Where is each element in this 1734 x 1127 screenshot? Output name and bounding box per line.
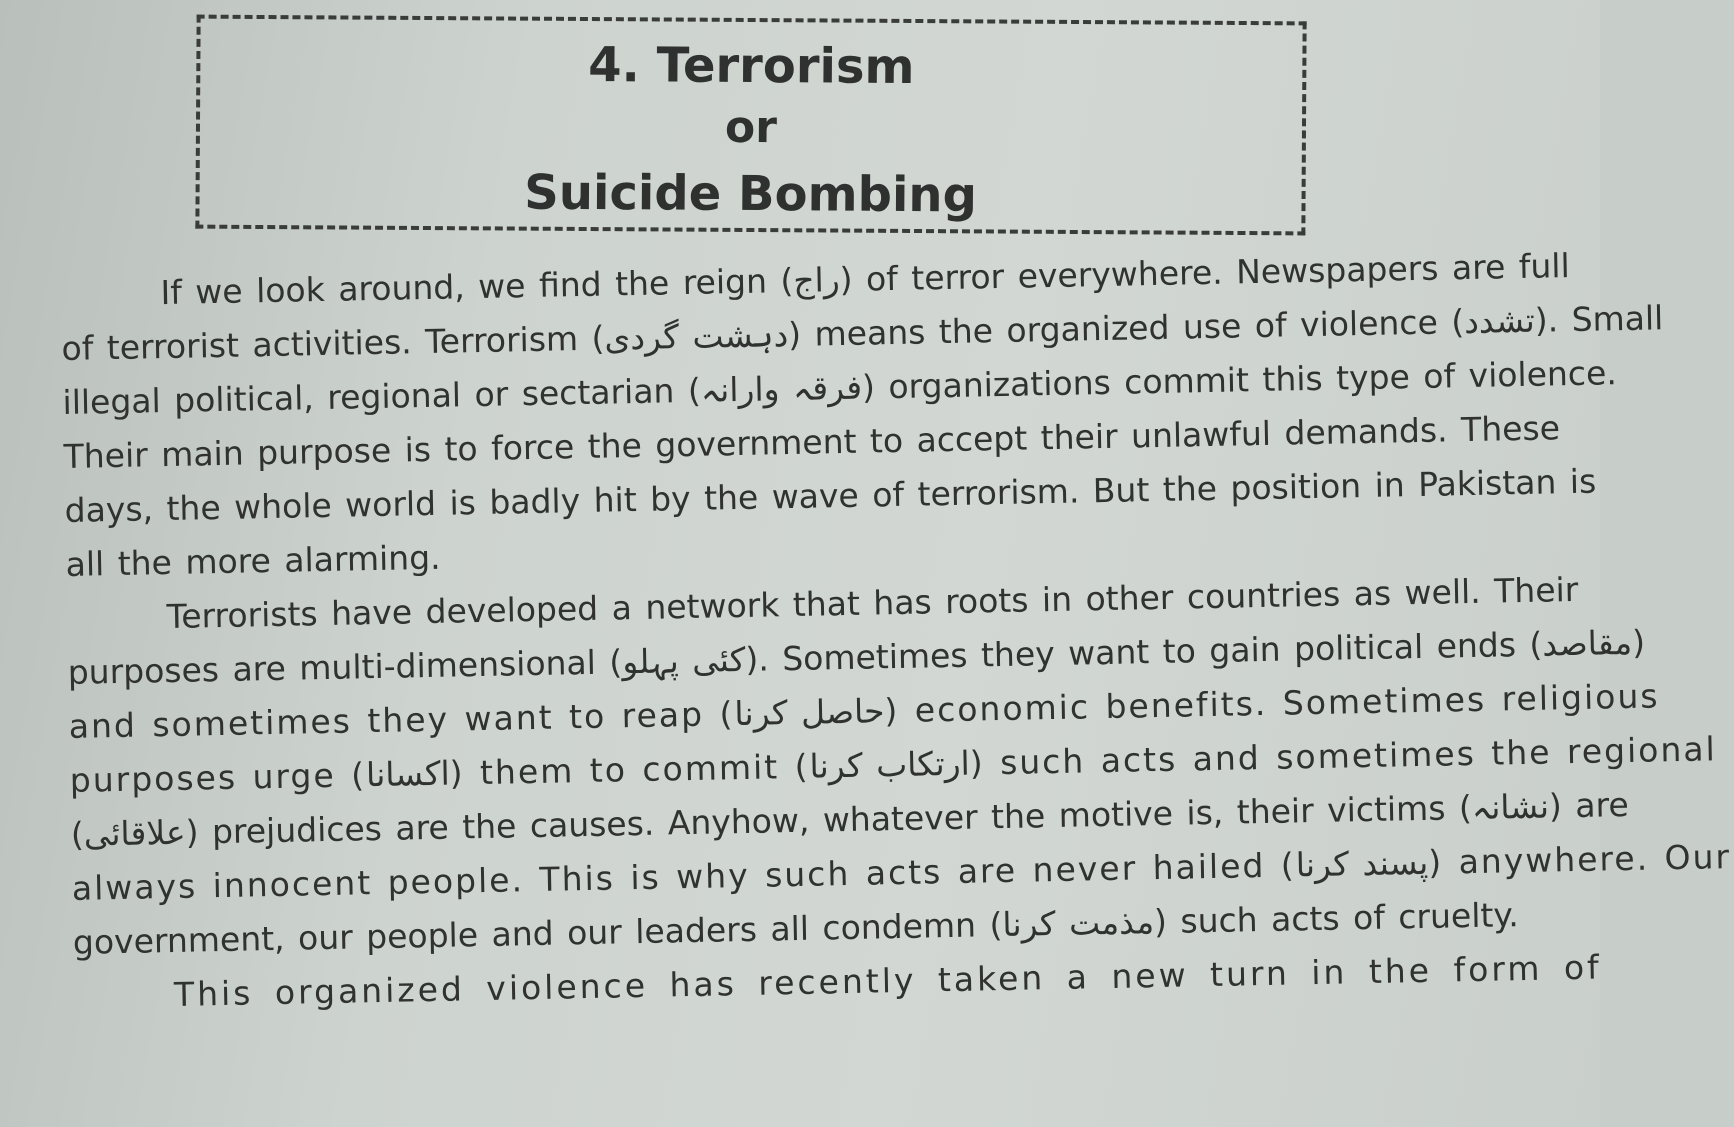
essay-body <box>60 240 1732 1024</box>
text-line: government, our people and our leaders all condemn (مذمت کرنا) such acts of cruelty. <box>72 895 1520 962</box>
text-line: (علاقائی) prejudices are the causes. Anyhow, whatever the motive is, their victims (نشانہ) are <box>70 784 1630 854</box>
text-line: If we look around, we find the reign (راج) of terror everywhere. Newspapers are full <box>160 246 1571 313</box>
text-line: purposes urge (اکسانا) them to commit (ارتکاب کرنا) such acts and sometimes the regional <box>69 729 1718 800</box>
text-line: of terrorist activities. Terrorism (دہشت گردی) means the organized use of violence (تشدد). Small <box>61 298 1664 368</box>
text-line: all the more alarming. <box>65 537 441 584</box>
text-line: always innocent people. This is why such acts are never hailed (پسند کرنا) anywhere. Our <box>71 837 1732 908</box>
text-line: days, the whole world is badly hit by the wave of terrorism. But the position in Pakistan is <box>64 461 1597 530</box>
text-line: Terrorists have developed a network that has roots in other countries as well. Their <box>166 569 1579 637</box>
text-line: This organized violence has recently taken a new turn in the form of <box>173 947 1603 1014</box>
chapter-subtitle: Suicide Bombing <box>524 164 978 224</box>
text-line: and sometimes they want to reap (حاصل کرنا) economic benefits. Sometimes religious <box>68 676 1660 746</box>
title-connector: or <box>724 101 778 154</box>
title-box <box>195 15 1306 236</box>
chapter-title: 4. Terrorism <box>588 37 915 95</box>
text-line: purposes are multi-dimensional (کئی پہلو). Sometimes they want to gain political ends (مقاصد) <box>67 622 1646 692</box>
text-line: Their main purpose is to force the government to accept their unlawful demands. These <box>63 408 1561 476</box>
text-line: illegal political, regional or sectarian (فرقہ وارانہ) organizations commit this type of violence. <box>62 353 1618 422</box>
